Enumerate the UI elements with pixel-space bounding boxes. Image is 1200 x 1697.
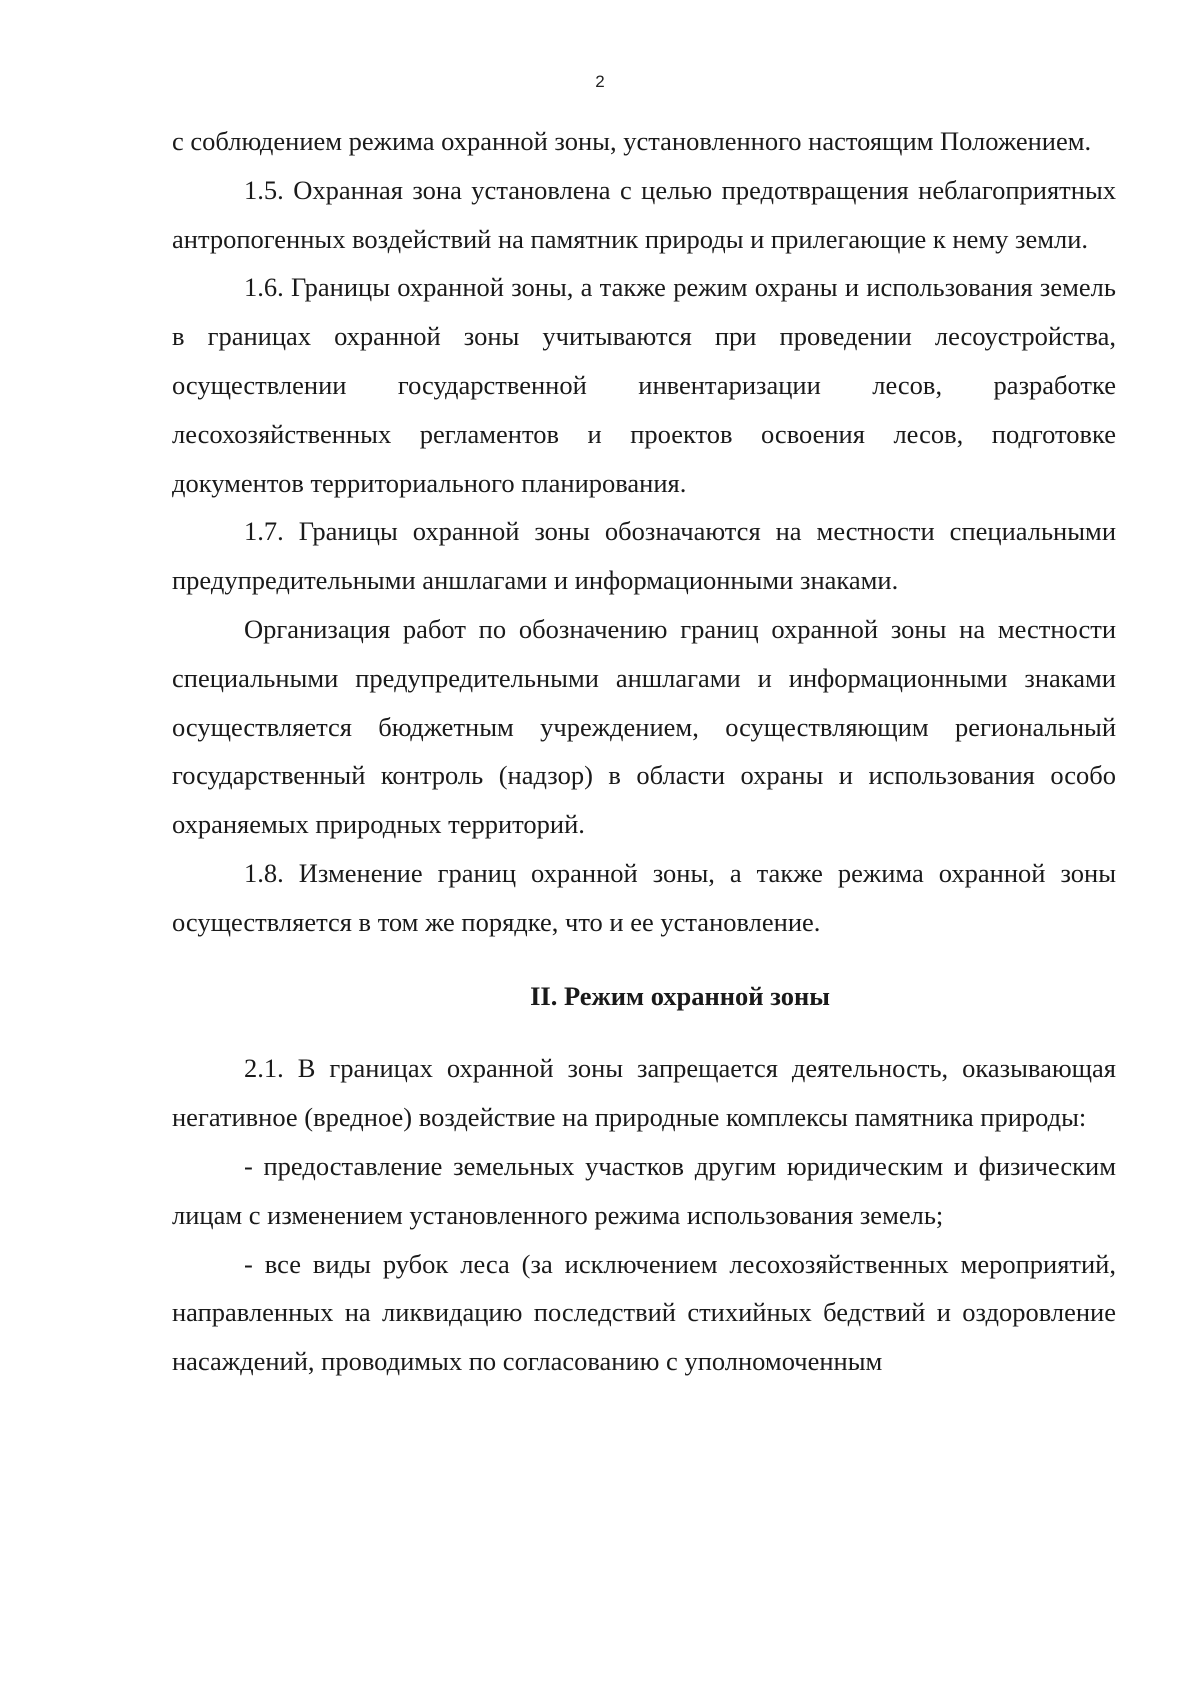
document-body (172, 117, 1116, 1386)
paragraph-organization: Организация работ по обозначению границ охранной зоны на местности специальными предупредительными аншлагами и информационными знаками осуществляется бюджетным учреждением, осуществляющим региональный государственный контроль (надзор) в области охраны и использования особо охраняемых природных территорий. (172, 613, 1116, 840)
list-item-logging: - все виды рубок леса (за исключением лесохозяйственных мероприятий, направленных на ликвидацию последствий стихийных бедствий и оздоровление насаждений, проводимых по согласованию с уполномоченным (172, 1248, 1116, 1377)
paragraph-1-7: 1.7. Границы охранной зоны обозначаются на местности специальными предупредительными аншлагами и информационными знаками. (172, 516, 1116, 596)
paragraph: с соблюдением режима охранной зоны, установленного настоящим Положением. (172, 126, 1092, 156)
paragraph-2-1: 2.1. В границах охранной зоны запрещается деятельность, оказывающая негативное (вредное) воздействие на природные комплексы памятника природы: (172, 1053, 1116, 1133)
list-item-land-plots: - предоставление земельных участков другим юридическим и физическим лицам с изменением установленного режима использования земель; (172, 1150, 1116, 1230)
paragraph-1-5: 1.5. Охранная зона установлена с целью предотвращения неблагоприятных антропогенных воздействий на памятник природы и прилегающие к нему земли. (172, 174, 1116, 254)
paragraph-1-6: 1.6. Границы охранной зоны, а также режим охраны и использования земель в границах охранной зоны учитываются при проведении лесоустройства, осуществлении государственной инвентаризации лесов, разработке лесохозяйственных регламентов и проектов освоения лесов, подготовке документов территориального планирования. (172, 272, 1116, 498)
page-number: 2 (595, 72, 605, 91)
section-heading: II. Режим охранной зоны (530, 980, 830, 1011)
paragraph-1-8: 1.8. Изменение границ охранной зоны, а также режима охранной зоны осуществляется в том же порядке, что и ее установление. (172, 857, 1116, 937)
